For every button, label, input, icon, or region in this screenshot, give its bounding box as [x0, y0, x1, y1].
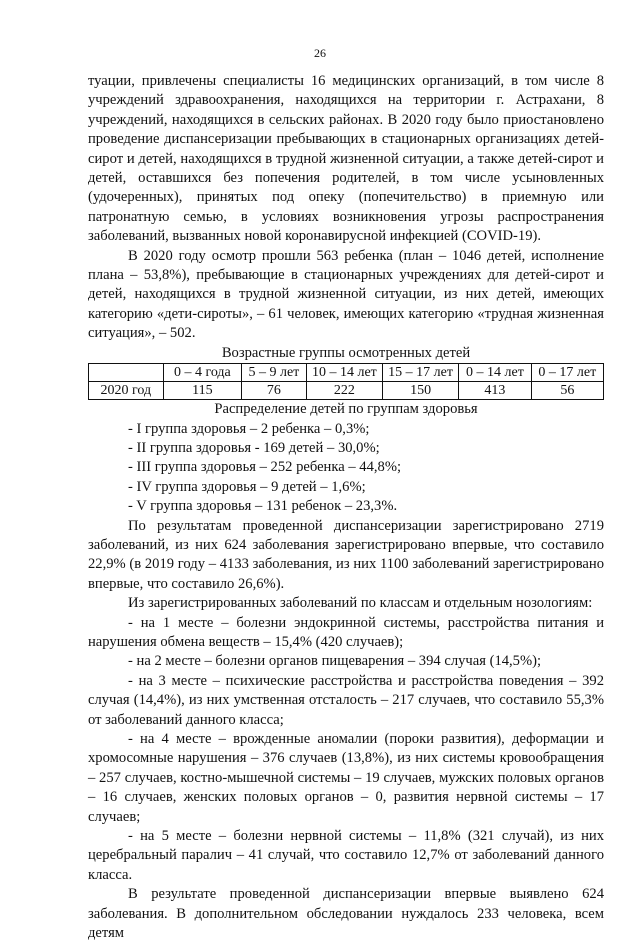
- intro-paragraph-1: туации, привлечены специалисты 16 медицинских организаций, в том числе 8 учреждений здравоохранения, находящихся на территории г. Астрахани, 8 учреждений, находящихся в сельских районах. В 2020 году было приостановлено проведение диспансеризации пребывающих в стационарных организациях детей-сирот и детей, находящихся в трудной жизненной ситуации, а также детей-сирот и детей, оставшихся без попечения родителей, в том числе усыновленных (удочеренных), принятых под опеку (попечительство) в приемную или патронатную семью, в условиях возникновения угрозы распространения заболеваний, вызванных новой коронавирусной инфекцией (COVID-19).: [88, 73, 604, 245]
- health-group-item: - IV группа здоровья – 9 детей – 1,6%;: [128, 478, 366, 495]
- table-header-cell: 10 – 14 лет: [306, 364, 382, 382]
- final-paragraph: В результате проведенной диспансеризации впервые выявлено 624 заболевания. В дополнительном обследовании нуждалось 233 человека, всем детям: [88, 886, 604, 942]
- health-groups-caption: Распределение детей по группам здоровья: [214, 401, 478, 418]
- table-row-label: 2020 год: [89, 382, 164, 400]
- disease-class-item: - на 3 месте – психические расстройства и расстройства поведения – 392 случая (14,4%), из них умственная отсталость – 217 случаев, что составило 55,3% от заболеваний данного класса;: [88, 672, 604, 728]
- table-header-cell: 0 – 4 года: [163, 364, 241, 382]
- disease-class-item: - на 4 месте – врожденные аномалии (пороки развития), деформации и хромосомные нарушения – 376 случаев (13,8%), из них системы кровообращения – 257 случаев, костно-мышечной системы – 19 случаев, мужских половых органов – 16 случаев, женских половых органов – 0, развития нервной системы – 17 случаев;: [88, 731, 604, 825]
- health-group-item: - V группа здоровья – 131 ребенок – 23,3%.: [128, 498, 398, 515]
- health-group-item: - I группа здоровья – 2 ребенка – 0,3%;: [128, 420, 370, 437]
- table-cell: 150: [382, 382, 458, 400]
- intro-paragraph-2: В 2020 году осмотр прошли 563 ребенка (план – 1046 детей, исполнение плана – 53,8%), пребывающие в стационарных учреждениях для детей-сирот и детей, находящихся в трудной жизненной ситуации, из них детей, имеющих категорию «дети-сироты», – 61 человек, имеющих категорию «трудная жизненная ситуация», – 502.: [88, 247, 604, 342]
- page-content: [88, 72, 604, 943]
- table-cell: 76: [242, 382, 307, 400]
- page-number: 26: [314, 46, 326, 60]
- disease-class-item: - на 1 месте – болезни эндокринной системы, расстройства питания и нарушения обмена веществ – 15,4% (420 случаев);: [88, 614, 604, 650]
- table-header-cell: [89, 364, 164, 382]
- table-row: [89, 382, 604, 400]
- table-header-cell: 5 – 9 лет: [242, 364, 307, 382]
- table-cell: 413: [459, 382, 531, 400]
- disease-class-item: - на 2 месте – болезни органов пищеварения – 394 случая (14,5%);: [128, 653, 542, 670]
- age-groups-table: [88, 363, 604, 400]
- table-header-cell: 0 – 14 лет: [459, 364, 531, 382]
- table-header-cell: 0 – 17 лет: [531, 364, 603, 382]
- health-group-item: - II группа здоровья - 169 детей – 30,0%;: [128, 439, 380, 456]
- health-group-item: - III группа здоровья – 252 ребенка – 44,8%;: [128, 459, 402, 476]
- table-cell: 115: [163, 382, 241, 400]
- table-cell: 56: [531, 382, 603, 400]
- age-table-caption: Возрастные группы осмотренных детей: [221, 344, 471, 361]
- table-header-row: [89, 364, 604, 382]
- table-header-cell: 15 – 17 лет: [382, 364, 458, 382]
- table-cell: 222: [306, 382, 382, 400]
- disease-class-item: - на 5 месте – болезни нервной системы – 11,8% (321 случай), из них церебральный паралич – 41 случай, что составило 12,7% от заболеваний данного класса.: [88, 828, 604, 883]
- results-paragraph: По результатам проведенной диспансеризации зарегистрировано 2719 заболеваний, из них 624 заболевания зарегистрировано впервые, что составило 22,9% (в 2019 году – 4133 заболевания, из них 1100 заболеваний зарегистрировано впервые, что составило 26,6%).: [88, 517, 604, 592]
- classes-intro: Из зарегистрированных заболеваний по классам и отдельным нозологиям:: [128, 595, 593, 612]
